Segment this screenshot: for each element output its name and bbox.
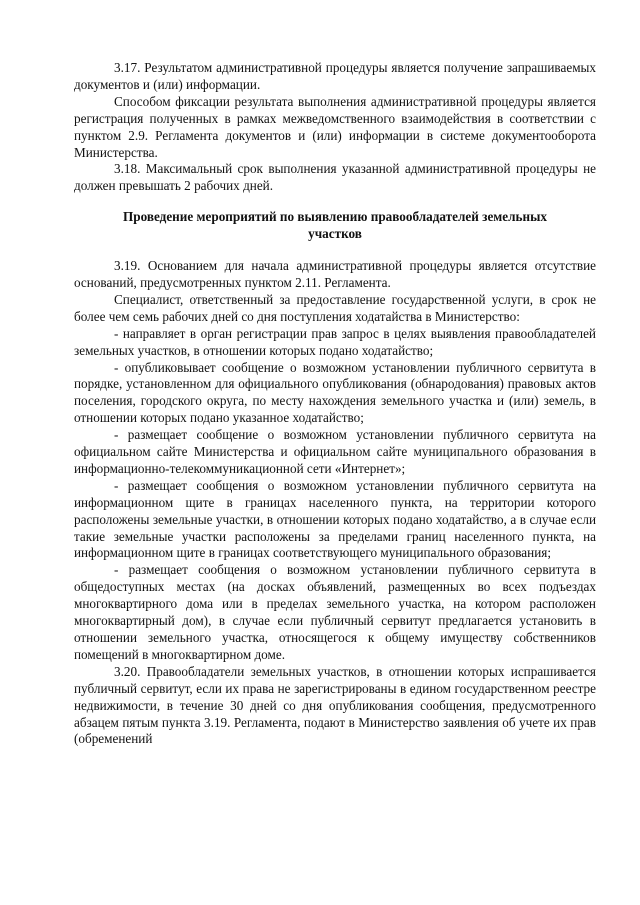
list-item-website: - размещает сообщение о возможном установлении публичного сервитута на официальном сайте Министерства и официальном сайте муниципального образования в информационно-телекоммуникационной сети «Интернет»; [74,427,596,476]
paragraph-3-20: 3.20. Правообладатели земельных участков, в отношении которых испрашивается публичный сервитут, если их права не зарегистрированы в едином государственном реестре недвижимости, в течение 30 дней со дня опубликования сообщения, предусмотренного абзацем пятым пункта 3.19. Регламента, подают в Министерство заявления об учете их прав (обременений [74,663,596,747]
paragraph-3-18: 3.18. Максимальный срок выполнения указанной административной процедуры не должен превышать 2 рабочих дней. [74,161,596,194]
list-item-info-board: - размещает сообщения о возможном установлении публичного сервитута на информационном щите в границах населенного пункта, на территории которого расположены земельные участки, в отношении которых подано ходатайство, а в случае если такие земельные участки расположены за пределами границ населенного пункта, на информационном щите в границах соответствующего муниципального образования; [74,477,596,561]
paragraph-3-17: 3.17. Результатом административной процедуры является получение запрашиваемых документов и (или) информации. [74,60,596,92]
section-heading: Проведение мероприятий по выявлению правообладателей земельных участков [123,209,547,242]
paragraph-specialist: Специалист, ответственный за предоставление государственной услуги, в срок не более чем семь рабочих дней со дня поступления ходатайства в Министерство: [74,291,596,324]
list-item-request: - направляет в орган регистрации прав запрос в целях выявления правообладателей земельных участков, в отношении которых подано ходатайство; [74,325,596,358]
list-item-publish: - опубликовывает сообщение о возможном установлении публичного сервитута в порядке, установленном для официального опубликования (обнародования) правовых актов поселения, городского округа, по месту нахождения земельного участка и (или) земель, в отношении которых подано указанное ходатайство; [74,359,596,426]
paragraph-3-19: 3.19. Основанием для начала административной процедуры является отсутствие оснований, предусмотренных пунктом 2.11. Регламента. [74,258,596,290]
document-body [74,60,596,748]
paragraph-fixation-method: Способом фиксации результата выполнения административной процедуры является регистрация полученных в рамках межведомственного взаимодействия в соответствии с пунктом 2.9. Регламента документов и (или) информации в системе документооборота Министерства. [74,93,596,160]
list-item-public-places: - размещает сообщения о возможном установлении публичного сервитута в общедоступных местах (на досках объявлений, размещенных во всех подъездах многоквартирного дома или в пределах земельного участка, на котором расположен многоквартирный дом), в случае если публичный сервитут предлагается установить в отношении земельного участка, относящегося к общему имуществу собственников помещений в многоквартирном доме. [74,562,596,662]
